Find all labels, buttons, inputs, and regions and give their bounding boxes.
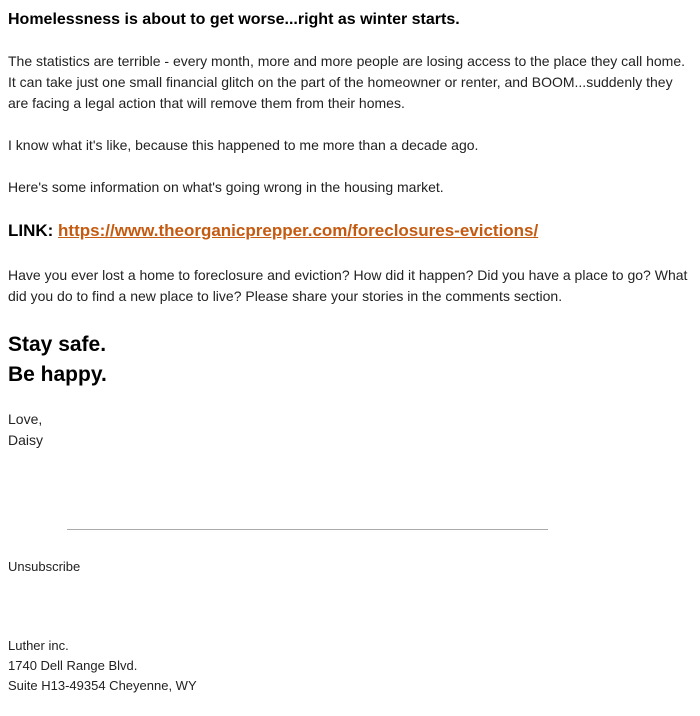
intro-paragraph: The statistics are terrible - every month, more and more people are losing access to the place they call home. It can take just one small financial glitch on the part of the homeowner or renter, and BOOM...suddenly they are facing a legal action that will remove them from their homes. [8,53,685,111]
article-link[interactable]: https://www.theorganicprepper.com/foreclosures-evictions/ [58,221,539,240]
footer-divider [67,529,548,530]
article-link-line [8,219,538,243]
footer-address [8,636,197,696]
signoff-name: Daisy [8,432,44,448]
info-paragraph: Here's some information on what's going wrong in the housing market. [8,179,444,195]
signoff-block [8,409,43,451]
address-company: Luther inc. [8,638,69,653]
question-paragraph: Have you ever lost a home to foreclosure and eviction? How did it happen? Did you have a place to go? What did you do to find a new place to live? Please share your stories in the comments section. [8,267,688,304]
personal-paragraph: I know what it's like, because this happened to me more than a decade ago. [8,137,479,153]
address-suite-city: Suite H13-49354 Cheyenne, WY [8,678,197,693]
signoff-love: Love, [8,411,43,427]
closing-line-stay-safe: Stay safe. [8,333,107,356]
unsubscribe-link[interactable]: Unsubscribe [8,559,81,574]
closing-block [8,330,107,390]
address-street: 1740 Dell Range Blvd. [8,658,138,673]
link-prefix: LINK: [8,221,59,240]
closing-line-be-happy: Be happy. [8,363,107,386]
email-headline: Homelessness is about to get worse...right as winter starts. [8,11,460,28]
